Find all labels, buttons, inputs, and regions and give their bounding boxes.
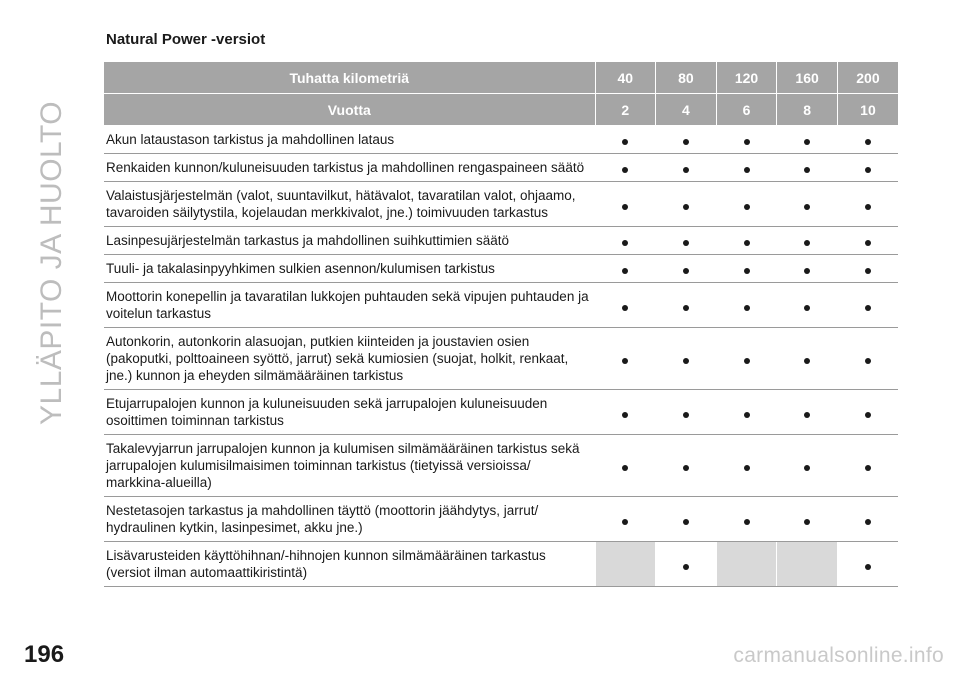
check-item-label: Akun lataustason tarkistus ja mahdollinen lataus — [104, 126, 595, 154]
check-mark-cell — [656, 435, 717, 497]
header-km-value: 40 — [595, 62, 656, 94]
bullet-dot-icon — [622, 268, 628, 274]
bullet-dot-icon — [804, 465, 810, 471]
bullet-dot-icon — [744, 358, 750, 364]
bullet-dot-icon — [804, 358, 810, 364]
check-mark-cell — [837, 126, 898, 154]
bullet-dot-icon — [804, 167, 810, 173]
bullet-dot-icon — [683, 204, 689, 210]
bullet-dot-icon — [683, 564, 689, 570]
check-mark-cell — [595, 497, 656, 542]
bullet-dot-icon — [744, 167, 750, 173]
check-mark-cell — [837, 542, 898, 587]
header-year-value: 4 — [656, 94, 717, 126]
bullet-dot-icon — [804, 519, 810, 525]
check-mark-cell — [777, 328, 838, 390]
table-row — [104, 390, 898, 435]
bullet-dot-icon — [622, 465, 628, 471]
check-mark-cell — [716, 390, 777, 435]
check-mark-cell — [716, 435, 777, 497]
empty-mark-cell — [716, 542, 777, 587]
check-mark-cell — [716, 255, 777, 283]
header-year-value: 10 — [837, 94, 898, 126]
bullet-dot-icon — [622, 139, 628, 145]
check-mark-cell — [716, 126, 777, 154]
table-row — [104, 542, 898, 587]
bullet-dot-icon — [622, 305, 628, 311]
check-item-label: Nestetasojen tarkastus ja mahdollinen täyttö (moottorin jäähdytys, jarrut/ hydraulinen kytkin, lasinpesimet, akku jne.) — [104, 497, 595, 542]
check-mark-cell — [716, 182, 777, 227]
bullet-dot-icon — [744, 465, 750, 471]
page-number: 196 — [24, 641, 65, 668]
bullet-dot-icon — [744, 139, 750, 145]
bullet-dot-icon — [683, 240, 689, 246]
bullet-dot-icon — [683, 358, 689, 364]
bullet-dot-icon — [744, 204, 750, 210]
bullet-dot-icon — [865, 465, 871, 471]
bullet-dot-icon — [622, 412, 628, 418]
check-mark-cell — [837, 182, 898, 227]
bullet-dot-icon — [865, 412, 871, 418]
check-mark-cell — [716, 283, 777, 328]
bullet-dot-icon — [683, 465, 689, 471]
check-mark-cell — [595, 390, 656, 435]
bullet-dot-icon — [683, 412, 689, 418]
check-mark-cell — [656, 497, 717, 542]
bullet-dot-icon — [804, 204, 810, 210]
check-mark-cell — [595, 126, 656, 154]
check-mark-cell — [595, 435, 656, 497]
bullet-dot-icon — [683, 519, 689, 525]
check-mark-cell — [837, 435, 898, 497]
check-mark-cell — [656, 227, 717, 255]
check-mark-cell — [777, 497, 838, 542]
check-mark-cell — [777, 390, 838, 435]
check-mark-cell — [656, 328, 717, 390]
header-km-value: 160 — [777, 62, 838, 94]
bullet-dot-icon — [865, 204, 871, 210]
check-mark-cell — [716, 227, 777, 255]
schedule-body — [104, 126, 898, 587]
check-item-label: Takalevyjarrun jarrupalojen kunnon ja kulumisen silmämääräinen tarkistus sekä jarrupalojen kulumisilmaisimen toiminnan tarkistus (tietyissä versioissa/ markkina-alueilla) — [104, 435, 595, 497]
check-mark-cell — [777, 227, 838, 255]
bullet-dot-icon — [865, 139, 871, 145]
check-mark-cell — [656, 283, 717, 328]
check-item-label: Lasinpesujärjestelmän tarkastus ja mahdollinen suihkuttimien säätö — [104, 227, 595, 255]
table-row — [104, 435, 898, 497]
maintenance-schedule-table — [104, 62, 898, 587]
bullet-dot-icon — [622, 519, 628, 525]
bullet-dot-icon — [683, 305, 689, 311]
header-label-km: Tuhatta kilometriä — [104, 62, 595, 94]
bullet-dot-icon — [865, 519, 871, 525]
header-km-value: 120 — [716, 62, 777, 94]
header-km-value: 200 — [837, 62, 898, 94]
check-item-label: Renkaiden kunnon/kuluneisuuden tarkistus ja mahdollinen rengaspaineen säätö — [104, 154, 595, 182]
bullet-dot-icon — [622, 240, 628, 246]
check-item-label: Moottorin konepellin ja tavaratilan lukkojen puhtauden sekä vipujen puhtauden ja voitelun tarkastus — [104, 283, 595, 328]
check-item-label: Etujarrupalojen kunnon ja kuluneisuuden sekä jarrupalojen kuluneisuuden osoittimen toiminnan tarkistus — [104, 390, 595, 435]
check-mark-cell — [777, 435, 838, 497]
bullet-dot-icon — [683, 139, 689, 145]
check-mark-cell — [716, 154, 777, 182]
header-label-years: Vuotta — [104, 94, 595, 126]
check-mark-cell — [656, 542, 717, 587]
bullet-dot-icon — [744, 305, 750, 311]
check-mark-cell — [716, 328, 777, 390]
header-row-years — [104, 94, 898, 126]
bullet-dot-icon — [804, 268, 810, 274]
table-row — [104, 154, 898, 182]
check-item-label: Valaistusjärjestelmän (valot, suuntavilkut, hätävalot, tavaratilan valot, ohjaamo, tavaroiden säilytystila, kojelaudan merkkivalot, jne.) toimivuuden tarkastus — [104, 182, 595, 227]
bullet-dot-icon — [683, 268, 689, 274]
check-mark-cell — [595, 227, 656, 255]
table-row — [104, 328, 898, 390]
bullet-dot-icon — [622, 358, 628, 364]
table-row — [104, 283, 898, 328]
check-mark-cell — [837, 390, 898, 435]
check-mark-cell — [777, 283, 838, 328]
check-mark-cell — [595, 328, 656, 390]
check-mark-cell — [837, 255, 898, 283]
check-mark-cell — [656, 154, 717, 182]
watermark: carmanualsonline.info — [733, 644, 944, 667]
header-row-km — [104, 62, 898, 94]
table-row — [104, 255, 898, 283]
empty-mark-cell — [595, 542, 656, 587]
check-mark-cell — [837, 154, 898, 182]
check-mark-cell — [595, 154, 656, 182]
chapter-side-title: YLLÄPITO JA HUOLTO — [35, 100, 68, 425]
check-mark-cell — [837, 227, 898, 255]
bullet-dot-icon — [683, 167, 689, 173]
check-mark-cell — [716, 497, 777, 542]
table-row — [104, 182, 898, 227]
check-mark-cell — [595, 283, 656, 328]
header-year-value: 6 — [716, 94, 777, 126]
bullet-dot-icon — [622, 167, 628, 173]
check-item-label: Autonkorin, autonkorin alasuojan, putkien kiinteiden ja joustavien osien (pakoputki, polttoaineen syöttö, jarrut) sekä kumiosien (suojat, holkit, renkaat, jne.) kunnon ja eheyden silmämääräinen tarkistus — [104, 328, 595, 390]
check-item-label: Tuuli- ja takalasinpyyhkimen sulkien asennon/kulumisen tarkistus — [104, 255, 595, 283]
check-mark-cell — [595, 255, 656, 283]
bullet-dot-icon — [622, 204, 628, 210]
check-mark-cell — [837, 497, 898, 542]
check-mark-cell — [777, 182, 838, 227]
check-item-label: Lisävarusteiden käyttöhihnan/-hihnojen kunnon silmämääräinen tarkastus (versiot ilman automaattikiristintä) — [104, 542, 595, 587]
check-mark-cell — [656, 255, 717, 283]
table-row — [104, 126, 898, 154]
check-mark-cell — [656, 390, 717, 435]
check-mark-cell — [837, 328, 898, 390]
check-mark-cell — [656, 182, 717, 227]
bullet-dot-icon — [744, 412, 750, 418]
bullet-dot-icon — [744, 240, 750, 246]
bullet-dot-icon — [804, 240, 810, 246]
section-title: Natural Power -versiot — [106, 31, 266, 48]
check-mark-cell — [595, 182, 656, 227]
table-row — [104, 497, 898, 542]
header-year-value: 2 — [595, 94, 656, 126]
bullet-dot-icon — [865, 268, 871, 274]
bullet-dot-icon — [865, 167, 871, 173]
bullet-dot-icon — [865, 240, 871, 246]
check-mark-cell — [656, 126, 717, 154]
check-mark-cell — [837, 283, 898, 328]
check-mark-cell — [777, 126, 838, 154]
empty-mark-cell — [777, 542, 838, 587]
bullet-dot-icon — [744, 519, 750, 525]
check-mark-cell — [777, 255, 838, 283]
bullet-dot-icon — [865, 358, 871, 364]
header-year-value: 8 — [777, 94, 838, 126]
check-mark-cell — [777, 154, 838, 182]
bullet-dot-icon — [744, 268, 750, 274]
bullet-dot-icon — [804, 139, 810, 145]
bullet-dot-icon — [865, 305, 871, 311]
bullet-dot-icon — [804, 412, 810, 418]
bullet-dot-icon — [804, 305, 810, 311]
table-row — [104, 227, 898, 255]
bullet-dot-icon — [865, 564, 871, 570]
header-km-value: 80 — [656, 62, 717, 94]
